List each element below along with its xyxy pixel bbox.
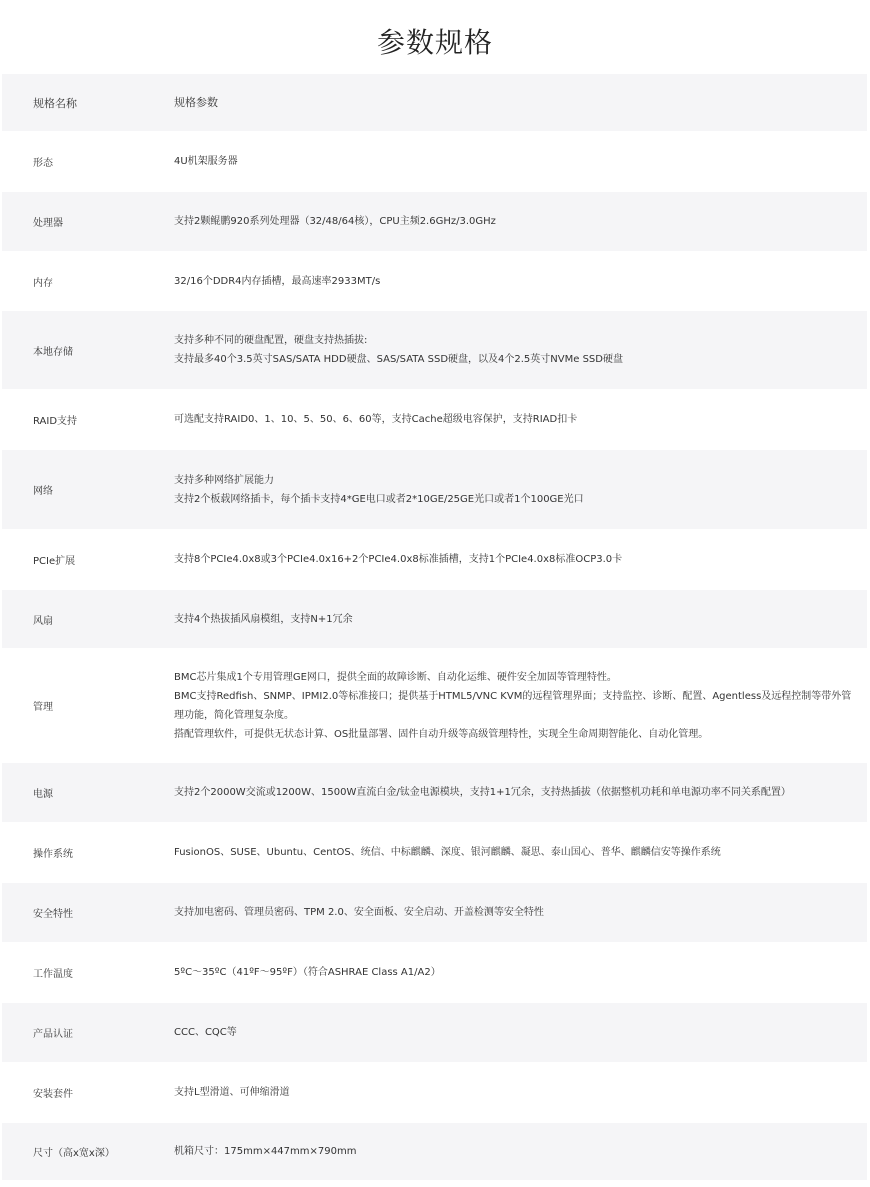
spec-value-cell: [174, 1083, 867, 1102]
table-row: [2, 763, 867, 823]
spec-value-line: 支持2个板载网络插卡，每个插卡支持4*GE电口或者2*10GE/25GE光口或者1个100GE光口: [174, 493, 584, 505]
table-row: [2, 1003, 867, 1063]
spec-value-line: BMC支持Redfish、SNMP、IPMI2.0等标准接口；提供基于HTML5/VNC KVM的远程管理界面；支持监控、诊断、配置、Agentless及远程控制等带外管理功能，简化管理复杂度。: [174, 690, 852, 721]
spec-value-cell: [174, 903, 867, 922]
spec-value-line: 支持2个2000W交流或1200W、1500W直流白金/钛金电源模块，支持1+1冗余，支持热插拔（依据整机功耗和单电源功率不同关系配置）: [174, 787, 791, 798]
spec-name-cell: 工作温度: [33, 969, 73, 980]
spec-value-cell: [174, 471, 867, 509]
table-row: [2, 132, 867, 192]
spec-value-cell: [174, 331, 867, 369]
spec-name-cell: RAID支持: [33, 416, 78, 427]
spec-value-line: FusionOS、SUSE、Ubuntu、CentOS、统信、中标麒麟、深度、银河麒麟、凝思、泰山国心、普华、麒麟信安等操作系统: [174, 847, 721, 858]
spec-value-cell: [174, 783, 867, 802]
table-row: [2, 883, 867, 943]
table-header-row: [2, 74, 867, 132]
table-row: [2, 590, 867, 649]
spec-value-cell: [174, 668, 867, 744]
spec-value-line: 支持最多40个3.5英寸SAS/SATA HDD硬盘、SAS/SATA SSD硬盘，以及4个2.5英寸NVMe SSD硬盘: [174, 354, 623, 365]
spec-value-cell: [174, 1023, 867, 1042]
table-row: [2, 1123, 867, 1181]
spec-value-cell: [174, 212, 867, 231]
spec-name-cell: 风扇: [33, 615, 53, 627]
spec-name-cell: 尺寸（高x宽x深）: [33, 1148, 115, 1159]
spec-value-cell: [174, 272, 867, 291]
page-title: 参数规格: [376, 25, 493, 59]
spec-value-line: 32/16个DDR4内存插槽，最高速率2933MT/s: [174, 275, 381, 287]
spec-table: [2, 74, 867, 1181]
spec-value-line: 支持多种不同的硬盘配置，硬盘支持热插拔:: [174, 335, 368, 346]
spec-value-cell: [174, 610, 867, 629]
table-row: [2, 823, 867, 883]
spec-value-cell: [174, 410, 867, 429]
spec-value-line: 可选配支持RAID0、1、10、5、50、6、60等，支持Cache超级电容保护，支持RIAD扣卡: [174, 414, 578, 425]
table-row: [2, 530, 867, 590]
spec-value-cell: [174, 843, 867, 862]
table-row: [2, 649, 867, 763]
spec-name-cell: PCIe扩展: [33, 556, 76, 567]
spec-value-line: 支持L型滑道、可伸缩滑道: [174, 1087, 290, 1098]
table-row: [2, 311, 867, 390]
table-row: [2, 450, 867, 530]
spec-value-cell: [174, 152, 867, 171]
spec-name-cell: 产品认证: [33, 1029, 73, 1040]
table-row: [2, 1063, 867, 1123]
spec-value-line: 支持8个PCIe4.0x8或3个PCIe4.0x16+2个PCIe4.0x8标准插槽，支持1个PCIe4.0x8标准OCP3.0卡: [174, 554, 623, 565]
spec-name-cell: 处理器: [33, 218, 63, 229]
header-value-cell: 规格参数: [174, 96, 218, 109]
spec-value-line: 支持2颗鲲鹏920系列处理器（32/48/64核），CPU主频2.6GHz/3.0GHz: [174, 216, 496, 227]
spec-value-line: 5ºC～35ºC（41ºF～95ºF）（符合ASHRAE Class A1/A2）: [174, 967, 441, 978]
spec-name-cell: 电源: [33, 789, 53, 800]
table-row: [2, 192, 867, 252]
spec-value-line: 支持加电密码、管理员密码、TPM 2.0、安全面板、安全启动、开盖检测等安全特性: [174, 907, 544, 918]
spec-value-cell: [174, 963, 867, 982]
table-row: [2, 252, 867, 311]
table-row: [2, 390, 867, 450]
spec-name-cell: 安全特性: [33, 909, 73, 920]
spec-name-cell: 操作系统: [33, 849, 73, 860]
spec-value-cell: [174, 1142, 867, 1161]
spec-value-line: BMC芯片集成1个专用管理GE网口，提供全面的故障诊断、自动化运维、硬件安全加固等管理特性。: [174, 671, 617, 683]
spec-value-line: 机箱尺寸：175mm×447mm×790mm: [174, 1146, 357, 1157]
spec-name-cell: 本地存储: [33, 346, 73, 358]
header-name-cell: 规格名称: [33, 96, 77, 110]
spec-name-cell: 管理: [33, 702, 53, 713]
spec-value-line: CCC、CQC等: [174, 1027, 237, 1038]
spec-name-cell: 形态: [33, 158, 53, 169]
spec-name-cell: 安装套件: [33, 1089, 73, 1100]
spec-value-line: 4U机架服务器: [174, 156, 238, 167]
spec-value-line: 支持4个热拔插风扇模组，支持N+1冗余: [174, 613, 353, 625]
spec-name-cell: 内存: [33, 277, 53, 289]
spec-value-cell: [174, 550, 867, 569]
table-row: [2, 943, 867, 1003]
spec-name-cell: 网络: [33, 486, 53, 497]
spec-value-line: 支持多种网络扩展能力: [174, 474, 274, 486]
spec-value-line: 搭配管理软件，可提供无状态计算、OS批量部署、固件自动升级等高级管理特性，实现全生命周期智能化、自动化管理。: [174, 728, 709, 740]
